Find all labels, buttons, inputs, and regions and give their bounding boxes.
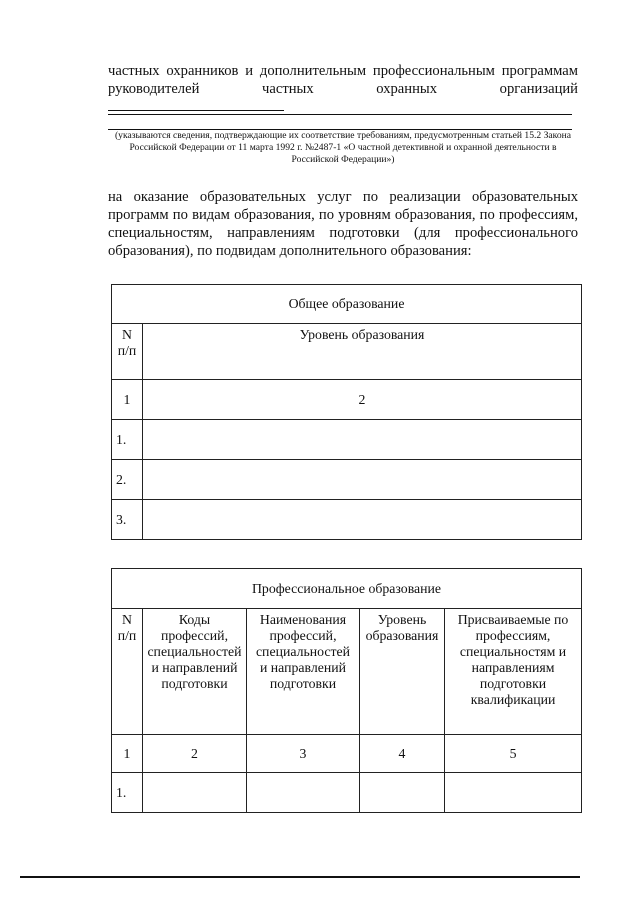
prof-header-codes: Коды профессий, специальностей и направлений подготовки	[143, 609, 247, 735]
prof-colnum-5: 5	[445, 735, 582, 773]
general-colnum-1: 1	[112, 380, 143, 420]
main-paragraph: на оказание образовательных услуг по реализации образовательных программ по видам образования, по уровням образования, по профессиям, специальностям, направлениям подготовки (для профессионального образования), по подвидам дополнительного образования:	[108, 189, 578, 259]
prof-table-title: Профессиональное образование	[112, 569, 582, 609]
prof-row-cell	[360, 773, 445, 813]
prof-row-cell	[247, 773, 360, 813]
general-row-number: 3.	[112, 500, 143, 540]
general-row-cell	[143, 500, 582, 540]
legal-note: (указываются сведения, подтверждающие их соответствие требованиям, предусмотренным статьей 15.2 Закона Российской Федерации от 11 марта 1992 г. №2487-1 «О частной детективной и охранной деятельности в Российской Федерации»)	[114, 130, 572, 165]
professional-education-table	[111, 568, 582, 813]
intro-paragraph	[108, 62, 578, 116]
intro-line-1: частных охранников и дополнительным профессиональным программам	[108, 63, 578, 79]
intro-line-2	[108, 80, 578, 116]
general-row-number: 2.	[112, 460, 143, 500]
general-header-level: Уровень образования	[143, 324, 582, 380]
general-education-table	[111, 284, 582, 540]
intro-line-2-text: руководителей частных охранных организаций	[108, 81, 578, 97]
fill-in-line	[108, 98, 284, 111]
prof-colnum-2: 2	[143, 735, 247, 773]
prof-colnum-3: 3	[247, 735, 360, 773]
general-row-number: 1.	[112, 420, 143, 460]
prof-row-cell	[445, 773, 582, 813]
prof-header-number: N п/п	[112, 609, 143, 735]
fill-in-full-line	[108, 114, 572, 115]
general-row-cell	[143, 460, 582, 500]
prof-row-number: 1.	[112, 773, 143, 813]
general-colnum-2: 2	[143, 380, 582, 420]
general-row-cell	[143, 420, 582, 460]
prof-colnum-4: 4	[360, 735, 445, 773]
footer-rule	[20, 876, 580, 878]
general-header-number: N п/п	[112, 324, 143, 380]
prof-header-names: Наименования профессий, специальностей и направлений подготовки	[247, 609, 360, 735]
prof-header-qualifications: Присваиваемые по профессиям, специальностям и направлениям подготовки квалификации	[445, 609, 582, 735]
prof-header-level: Уровень образования	[360, 609, 445, 735]
prof-row-cell	[143, 773, 247, 813]
general-table-title: Общее образование	[112, 285, 582, 324]
prof-colnum-1: 1	[112, 735, 143, 773]
